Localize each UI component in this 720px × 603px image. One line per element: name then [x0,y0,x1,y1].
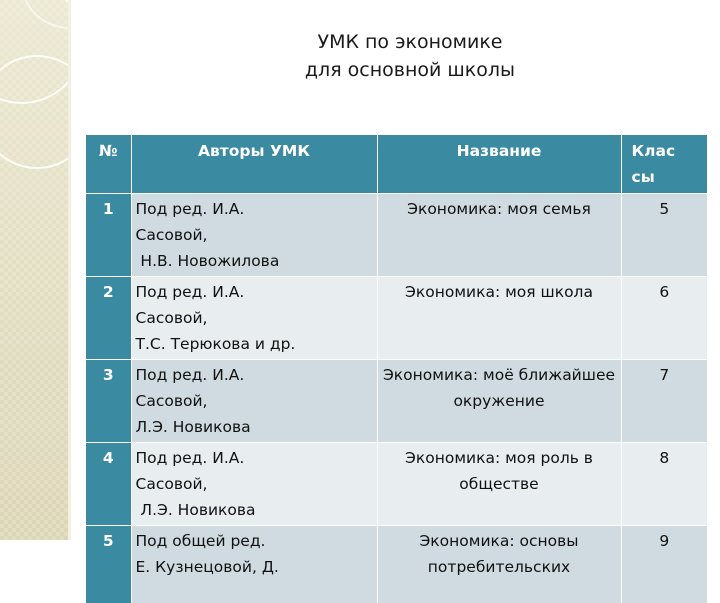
row-authors [131,360,377,443]
row-title: Экономика: моя семья [377,194,621,277]
table-row [86,443,707,526]
header-authors: Авторы УМК [131,135,377,194]
author-line: Т.С. Терюкова и др. [135,335,296,353]
row-title: Экономика: моя школа [377,277,621,360]
author-line: Под ред. И.А. [135,449,245,467]
author-line: Е. Кузнецовой, Д. [135,558,279,576]
author-line: Н.В. Новожилова [135,252,280,270]
author-line: Под ред. И.А. [135,366,245,384]
header-title: Название [377,135,621,194]
table-row [86,526,707,603]
slide-title [150,28,670,84]
row-authors [131,194,377,277]
author-line: Сасовой, [135,309,208,327]
row-number: 2 [86,277,131,360]
table-row [86,194,707,277]
row-number: 5 [86,526,131,603]
header-grades: Клас сы [621,135,707,194]
author-line: Под ред. И.А. [135,200,245,218]
row-number: 4 [86,443,131,526]
row-grade: 8 [621,443,707,526]
row-authors [131,526,377,603]
decorative-arc [0,55,68,169]
row-number: 3 [86,360,131,443]
author-line: Сасовой, [135,226,208,244]
umk-table [86,135,707,603]
title-line-2: для основной школы [304,59,516,81]
header-number: № [86,135,131,194]
decorative-edge [68,0,71,540]
author-line: Под ред. И.А. [135,283,245,301]
author-line: Под общей ред. [135,532,266,550]
author-line: Л.Э. Новикова [135,418,251,436]
author-line: Сасовой, [135,475,208,493]
table-row [86,360,707,443]
row-number: 1 [86,194,131,277]
row-grade: 9 [621,526,707,603]
row-grade: 5 [621,194,707,277]
table-row [86,277,707,360]
row-title: Экономика: основы потребительских [377,526,621,603]
decorative-side-panel [0,0,68,540]
author-line: Сасовой, [135,392,208,410]
author-line: Л.Э. Новикова [135,501,256,519]
row-title: Экономика: моя роль в обществе [377,443,621,526]
row-authors [131,277,377,360]
title-line-1: УМК по экономике [317,31,503,53]
row-authors [131,443,377,526]
row-grade: 7 [621,360,707,443]
table-header-row [86,135,707,194]
row-title: Экономика: моё ближайшее окружение [377,360,621,443]
row-grade: 6 [621,277,707,360]
